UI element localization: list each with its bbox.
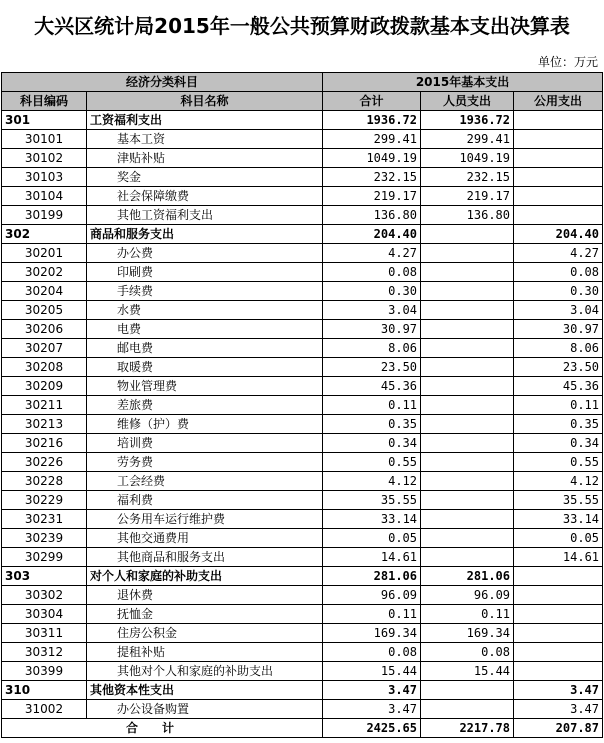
cell-name: 基本工资 — [87, 130, 323, 149]
table-row — [2, 700, 603, 719]
cell-personnel — [421, 491, 514, 510]
header-year-basic: 2015年基本支出 — [323, 73, 603, 92]
cell-total: 3.04 — [323, 301, 421, 320]
cell-total: 232.15 — [323, 168, 421, 187]
header-personnel: 人员支出 — [421, 92, 514, 111]
cell-public: 30.97 — [514, 320, 603, 339]
cell-total: 96.09 — [323, 586, 421, 605]
cell-name: 福利费 — [87, 491, 323, 510]
cell-name: 维修（护）费 — [87, 415, 323, 434]
cell-personnel — [421, 472, 514, 491]
cell-code: 310 — [2, 681, 87, 700]
header-row-group — [2, 73, 603, 92]
cell-public: 0.55 — [514, 453, 603, 472]
unit-label: 单位：万元 — [537, 55, 598, 69]
cell-public — [514, 206, 603, 225]
cell-total: 30.97 — [323, 320, 421, 339]
cell-total: 0.11 — [323, 396, 421, 415]
cell-public — [514, 586, 603, 605]
budget-table — [1, 72, 603, 738]
cell-name: 公务用车运行维护费 — [87, 510, 323, 529]
cell-total: 45.36 — [323, 377, 421, 396]
cell-total: 14.61 — [323, 548, 421, 567]
header-total: 合计 — [323, 92, 421, 111]
cell-name: 奖金 — [87, 168, 323, 187]
cell-public: 0.30 — [514, 282, 603, 301]
cell-public: 3.47 — [514, 700, 603, 719]
cell-name: 工资福利支出 — [87, 111, 323, 130]
cell-code: 31002 — [2, 700, 87, 719]
cell-name: 培训费 — [87, 434, 323, 453]
cell-personnel: 219.17 — [421, 187, 514, 206]
cell-personnel: 96.09 — [421, 586, 514, 605]
category-row — [2, 111, 603, 130]
cell-total: 0.35 — [323, 415, 421, 434]
table-row — [2, 662, 603, 681]
total-sum: 2425.65 — [323, 719, 421, 738]
table-row — [2, 339, 603, 358]
table-row — [2, 149, 603, 168]
cell-public: 35.55 — [514, 491, 603, 510]
table-row — [2, 187, 603, 206]
cell-name: 电费 — [87, 320, 323, 339]
cell-public — [514, 130, 603, 149]
cell-personnel: 1936.72 — [421, 111, 514, 130]
cell-total: 3.47 — [323, 681, 421, 700]
table-row — [2, 453, 603, 472]
cell-name: 抚恤金 — [87, 605, 323, 624]
cell-personnel — [421, 548, 514, 567]
cell-public: 0.11 — [514, 396, 603, 415]
table-row — [2, 434, 603, 453]
cell-code: 302 — [2, 225, 87, 244]
total-label: 合计 — [2, 719, 323, 738]
cell-total: 204.40 — [323, 225, 421, 244]
cell-code: 30208 — [2, 358, 87, 377]
cell-total: 33.14 — [323, 510, 421, 529]
cell-code: 30101 — [2, 130, 87, 149]
cell-code: 303 — [2, 567, 87, 586]
cell-name: 办公费 — [87, 244, 323, 263]
cell-total: 219.17 — [323, 187, 421, 206]
cell-total: 0.11 — [323, 605, 421, 624]
total-row — [2, 719, 603, 738]
cell-code: 30211 — [2, 396, 87, 415]
cell-personnel — [421, 244, 514, 263]
cell-code: 30226 — [2, 453, 87, 472]
cell-name: 住房公积金 — [87, 624, 323, 643]
page-title: 大兴区统计局2015年一般公共预算财政拨款基本支出决算表 — [34, 14, 570, 38]
cell-personnel — [421, 700, 514, 719]
cell-public — [514, 111, 603, 130]
cell-personnel — [421, 529, 514, 548]
cell-code: 30216 — [2, 434, 87, 453]
cell-code: 30312 — [2, 643, 87, 662]
cell-public: 33.14 — [514, 510, 603, 529]
total-public: 207.87 — [514, 719, 603, 738]
table-row — [2, 263, 603, 282]
cell-name: 其他商品和服务支出 — [87, 548, 323, 567]
table-row — [2, 548, 603, 567]
cell-public: 0.08 — [514, 263, 603, 282]
cell-public: 204.40 — [514, 225, 603, 244]
header-econ-class: 经济分类科目 — [2, 73, 323, 92]
cell-code: 30102 — [2, 149, 87, 168]
cell-name: 商品和服务支出 — [87, 225, 323, 244]
table-row — [2, 206, 603, 225]
cell-name: 物业管理费 — [87, 377, 323, 396]
cell-public: 4.27 — [514, 244, 603, 263]
table-row — [2, 396, 603, 415]
category-row — [2, 567, 603, 586]
cell-public: 0.34 — [514, 434, 603, 453]
cell-name: 对个人和家庭的补助支出 — [87, 567, 323, 586]
table-row — [2, 358, 603, 377]
cell-personnel — [421, 282, 514, 301]
cell-code: 30239 — [2, 529, 87, 548]
category-row — [2, 225, 603, 244]
header-code: 科目编码 — [2, 92, 87, 111]
cell-total: 1049.19 — [323, 149, 421, 168]
cell-code: 30207 — [2, 339, 87, 358]
header-name: 科目名称 — [87, 92, 323, 111]
cell-name: 劳务费 — [87, 453, 323, 472]
cell-total: 0.08 — [323, 263, 421, 282]
cell-public — [514, 567, 603, 586]
table-row — [2, 168, 603, 187]
cell-personnel: 169.34 — [421, 624, 514, 643]
cell-personnel: 281.06 — [421, 567, 514, 586]
cell-code: 30104 — [2, 187, 87, 206]
table-row — [2, 415, 603, 434]
cell-personnel — [421, 681, 514, 700]
cell-code: 30199 — [2, 206, 87, 225]
cell-public — [514, 187, 603, 206]
table-row — [2, 491, 603, 510]
cell-code: 30399 — [2, 662, 87, 681]
cell-personnel: 0.08 — [421, 643, 514, 662]
table-row — [2, 244, 603, 263]
cell-code: 30299 — [2, 548, 87, 567]
cell-personnel: 15.44 — [421, 662, 514, 681]
cell-code: 30202 — [2, 263, 87, 282]
cell-name: 印刷费 — [87, 263, 323, 282]
cell-public: 23.50 — [514, 358, 603, 377]
table-row — [2, 586, 603, 605]
cell-public — [514, 149, 603, 168]
table-row — [2, 301, 603, 320]
table-body — [2, 111, 603, 719]
cell-public: 14.61 — [514, 548, 603, 567]
table-row — [2, 472, 603, 491]
cell-total: 0.55 — [323, 453, 421, 472]
cell-code: 30302 — [2, 586, 87, 605]
cell-code: 30204 — [2, 282, 87, 301]
table-row — [2, 377, 603, 396]
table-row — [2, 624, 603, 643]
cell-public — [514, 624, 603, 643]
cell-total: 0.34 — [323, 434, 421, 453]
cell-personnel — [421, 320, 514, 339]
cell-total: 15.44 — [323, 662, 421, 681]
cell-personnel: 0.11 — [421, 605, 514, 624]
cell-total: 4.27 — [323, 244, 421, 263]
cell-code: 30228 — [2, 472, 87, 491]
cell-code: 30229 — [2, 491, 87, 510]
cell-personnel — [421, 510, 514, 529]
cell-personnel: 1049.19 — [421, 149, 514, 168]
cell-public: 3.04 — [514, 301, 603, 320]
cell-personnel — [421, 377, 514, 396]
cell-personnel — [421, 396, 514, 415]
table-row — [2, 130, 603, 149]
cell-public — [514, 605, 603, 624]
cell-name: 取暖费 — [87, 358, 323, 377]
cell-name: 其他资本性支出 — [87, 681, 323, 700]
cell-name: 津贴补贴 — [87, 149, 323, 168]
cell-total: 169.34 — [323, 624, 421, 643]
cell-personnel: 299.41 — [421, 130, 514, 149]
cell-name: 其他工资福利支出 — [87, 206, 323, 225]
cell-total: 0.05 — [323, 529, 421, 548]
cell-code: 301 — [2, 111, 87, 130]
cell-total: 1936.72 — [323, 111, 421, 130]
cell-code: 30103 — [2, 168, 87, 187]
cell-personnel — [421, 358, 514, 377]
cell-code: 30213 — [2, 415, 87, 434]
cell-public: 0.35 — [514, 415, 603, 434]
cell-public — [514, 643, 603, 662]
table-row — [2, 282, 603, 301]
cell-name: 其他对个人和家庭的补助支出 — [87, 662, 323, 681]
cell-name: 社会保障缴费 — [87, 187, 323, 206]
cell-personnel: 136.80 — [421, 206, 514, 225]
cell-total: 281.06 — [323, 567, 421, 586]
cell-name: 其他交通费用 — [87, 529, 323, 548]
cell-total: 136.80 — [323, 206, 421, 225]
cell-personnel: 232.15 — [421, 168, 514, 187]
cell-personnel — [421, 225, 514, 244]
cell-code: 30231 — [2, 510, 87, 529]
category-row — [2, 681, 603, 700]
cell-name: 退休费 — [87, 586, 323, 605]
cell-total: 0.30 — [323, 282, 421, 301]
cell-personnel — [421, 301, 514, 320]
cell-total: 3.47 — [323, 700, 421, 719]
cell-name: 办公设备购置 — [87, 700, 323, 719]
cell-personnel — [421, 434, 514, 453]
table-row — [2, 605, 603, 624]
cell-name: 手续费 — [87, 282, 323, 301]
cell-code: 30209 — [2, 377, 87, 396]
cell-code: 30311 — [2, 624, 87, 643]
header-public: 公用支出 — [514, 92, 603, 111]
table-row — [2, 510, 603, 529]
cell-personnel — [421, 415, 514, 434]
cell-personnel — [421, 453, 514, 472]
table-row — [2, 643, 603, 662]
cell-personnel — [421, 263, 514, 282]
cell-personnel — [421, 339, 514, 358]
cell-code: 30205 — [2, 301, 87, 320]
cell-total: 8.06 — [323, 339, 421, 358]
total-personnel: 2217.78 — [421, 719, 514, 738]
cell-public: 4.12 — [514, 472, 603, 491]
cell-public — [514, 662, 603, 681]
cell-public: 0.05 — [514, 529, 603, 548]
cell-total: 23.50 — [323, 358, 421, 377]
header-row-columns — [2, 92, 603, 111]
table-row — [2, 529, 603, 548]
cell-name: 水费 — [87, 301, 323, 320]
cell-code: 30206 — [2, 320, 87, 339]
cell-public — [514, 168, 603, 187]
cell-name: 差旅费 — [87, 396, 323, 415]
cell-total: 0.08 — [323, 643, 421, 662]
cell-total: 4.12 — [323, 472, 421, 491]
cell-name: 工会经费 — [87, 472, 323, 491]
cell-name: 提租补贴 — [87, 643, 323, 662]
cell-public: 3.47 — [514, 681, 603, 700]
cell-code: 30304 — [2, 605, 87, 624]
cell-name: 邮电费 — [87, 339, 323, 358]
table-row — [2, 320, 603, 339]
cell-public: 45.36 — [514, 377, 603, 396]
cell-code: 30201 — [2, 244, 87, 263]
cell-total: 35.55 — [323, 491, 421, 510]
cell-total: 299.41 — [323, 130, 421, 149]
cell-public: 8.06 — [514, 339, 603, 358]
